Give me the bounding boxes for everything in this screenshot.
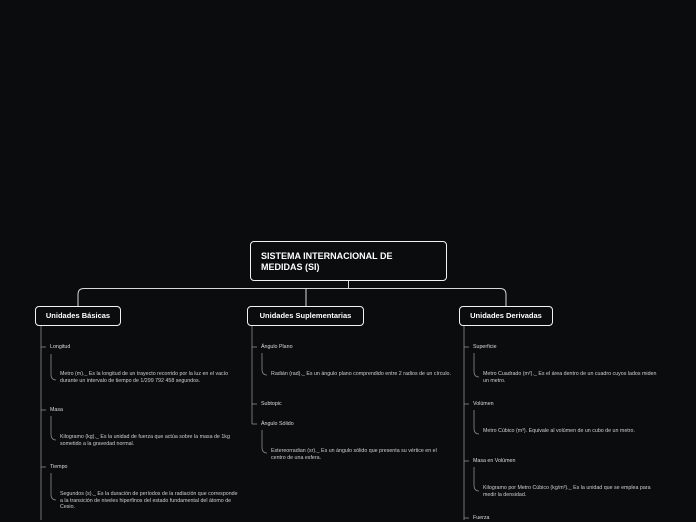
note-longitud[interactable]: Metro (m)._ Es la longitud de un trayecto recorrido por la luz en el vacío durante un intervalo de tiempo de 1/299 792 458 segundos. (60, 371, 229, 384)
note-superficie[interactable]: Metro Cuadrado (m²)._ Es el área dentro de un cuadro cuyos lados miden un metro. (483, 371, 657, 384)
branch-unidades-derivadas[interactable] (459, 306, 553, 326)
note-volumen[interactable]: Metro Cúbico (m³). Equivale al volúmen de un cubo de un metro. (483, 428, 635, 434)
topic-longitud[interactable]: Longitud (50, 344, 71, 350)
note-angulo-solido[interactable]: Estereorradian (sr)._ Es un ángulo sólido que presenta su vértice en el centro de una esfera. (271, 448, 437, 461)
topic-fuerza[interactable]: Fuerza (473, 515, 490, 521)
topic-angulo-plano[interactable]: Ángulo Plano (261, 344, 293, 350)
topic-angulo-solido[interactable]: Ángulo Sólido (261, 421, 294, 427)
topic-tiempo[interactable]: Tiempo (50, 464, 68, 470)
topic-volumen[interactable]: Volúmen (473, 401, 494, 407)
topic-superficie[interactable]: Superficie (473, 344, 497, 350)
branch-label: Unidades Derivadas (470, 311, 542, 320)
note-masa[interactable]: Kilogramo (kg)._ Es la unidad de fuerza que actúa sobre la masa de 1kg sometido a la gravedad normal. (60, 434, 230, 447)
branch-unidades-basicas[interactable] (35, 306, 121, 326)
branch-label: Unidades Básicas (45, 311, 111, 320)
topic-masa-en-volumen[interactable]: Masa en Volúmen (473, 458, 516, 464)
note-angulo-plano[interactable]: Radián (rad)._ Es un ángulo plano comprendido entre 2 radios de un círculo. (271, 371, 451, 377)
topic-subtopic[interactable]: Subtopic (261, 401, 282, 407)
note-tiempo[interactable]: Segundos (s)._ Es la duración de períodos de la radiación que corresponde a la transición de niveles hiperfinos del estado fundamental del átomo de Cesio. (60, 491, 238, 510)
branch-unidades-suplementarias[interactable] (247, 306, 364, 326)
root-title: SISTEMA INTERNACIONAL DE MEDIDAS (SI) (261, 251, 393, 272)
branch-label: Unidades Suplementarias (259, 311, 352, 320)
note-masa-en-volumen[interactable]: Kilogramo por Metro Cúbico (kg/m³)._ Es la unidad que se emplea para medir la densidad. (483, 485, 651, 498)
topic-masa[interactable]: Masa (50, 407, 63, 413)
root-topic[interactable] (250, 241, 447, 281)
